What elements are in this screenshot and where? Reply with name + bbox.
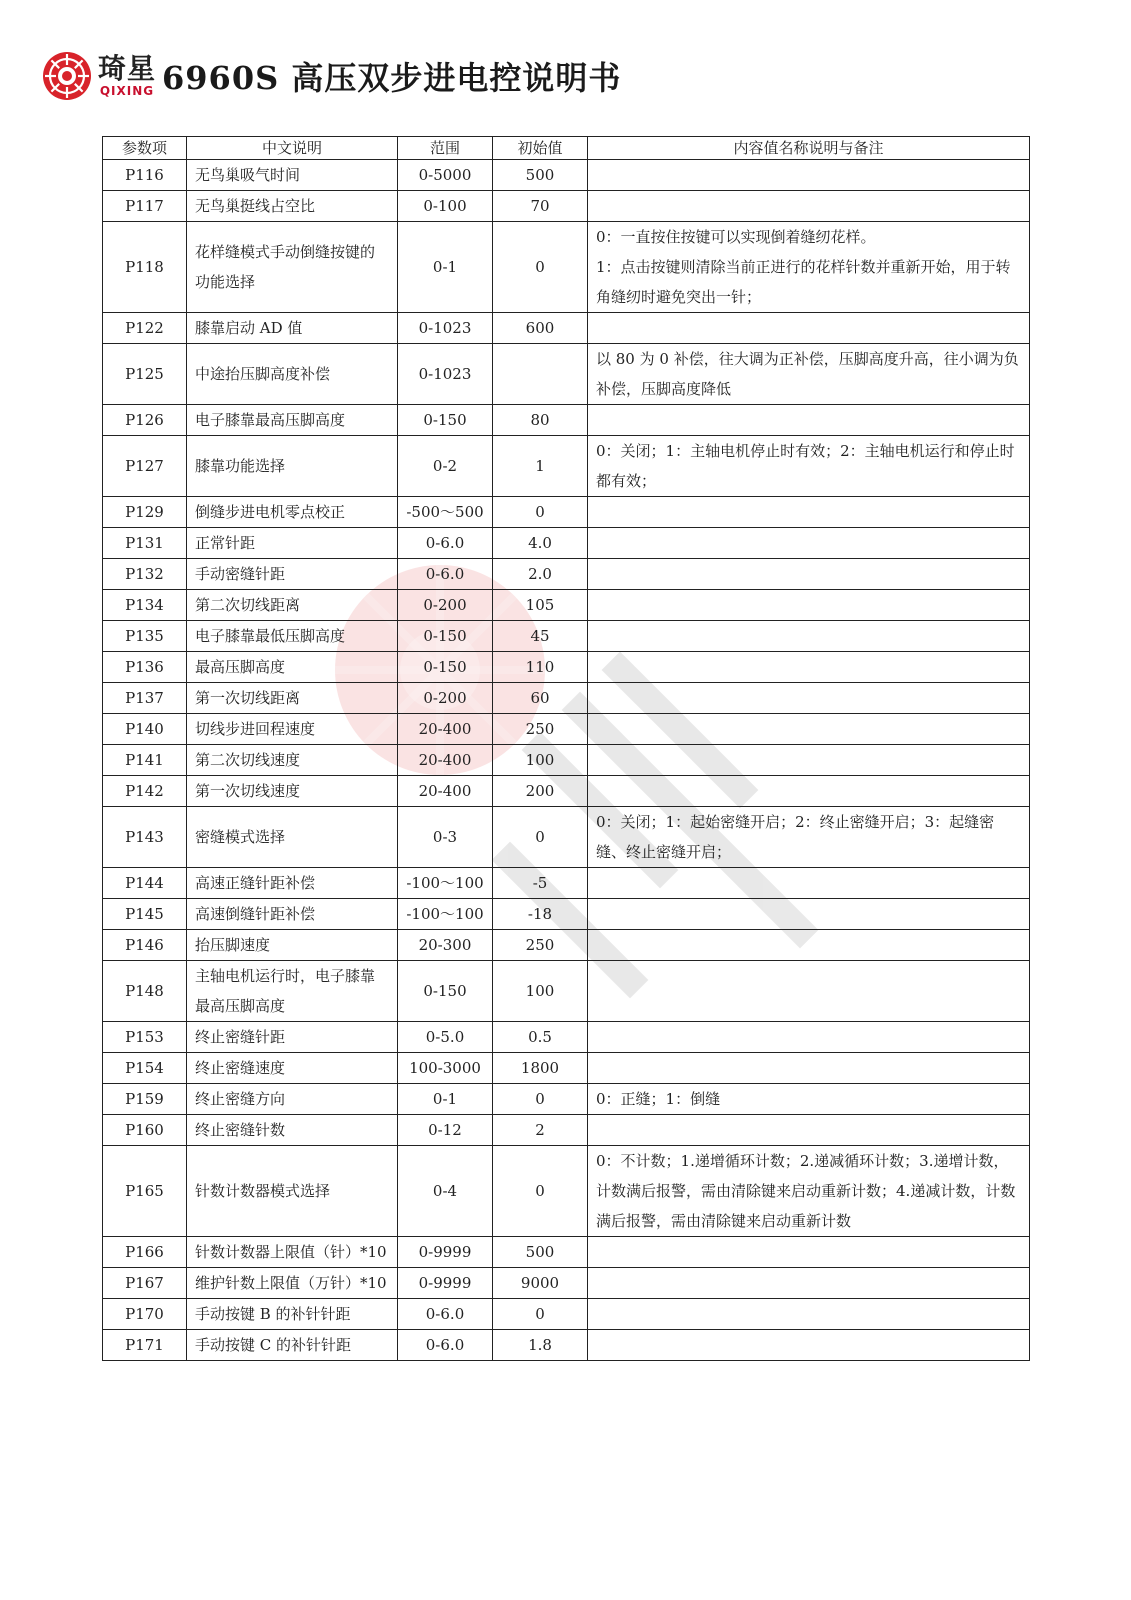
range-cell: 0-3 [398,807,493,868]
table-row [103,1022,1030,1053]
description-cell: 电子膝靠最高压脚高度 [187,405,398,436]
initial-value-cell: 9000 [493,1268,588,1299]
range-cell: 0-5.0 [398,1022,493,1053]
table-row [103,497,1030,528]
initial-value-cell: 600 [493,313,588,344]
initial-value-cell [493,344,588,405]
description-cell: 正常针距 [187,528,398,559]
range-cell: 0-5000 [398,160,493,191]
column-header-param: 参数项 [103,137,187,160]
param-code-cell: P127 [103,436,187,497]
range-cell: 0-100 [398,191,493,222]
table-row [103,745,1030,776]
range-cell: -100～100 [398,899,493,930]
description-cell: 终止密缝速度 [187,1053,398,1084]
range-cell: 0-6.0 [398,559,493,590]
initial-value-cell: 1800 [493,1053,588,1084]
range-cell: 0-6.0 [398,528,493,559]
param-code-cell: P153 [103,1022,187,1053]
notes-cell [588,559,1030,590]
notes-cell [588,745,1030,776]
notes-cell [588,1022,1030,1053]
initial-value-cell: 105 [493,590,588,621]
notes-cell: 0：关闭；1：起始密缝开启；2：终止密缝开启；3：起缝密缝、终止密缝开启； [588,807,1030,868]
notes-cell [588,776,1030,807]
param-code-cell: P126 [103,405,187,436]
range-cell: 0-1023 [398,313,493,344]
table-row [103,930,1030,961]
table-row [103,899,1030,930]
range-cell: 0-12 [398,1115,493,1146]
initial-value-cell: 4.0 [493,528,588,559]
qixing-logo-icon [42,51,92,101]
range-cell: 0-150 [398,621,493,652]
initial-value-cell: 80 [493,405,588,436]
range-cell: 0-150 [398,961,493,1022]
description-cell: 第二次切线距离 [187,590,398,621]
notes-cell [588,868,1030,899]
table-header-row [103,137,1030,160]
param-code-cell: P129 [103,497,187,528]
table-row [103,776,1030,807]
table-row [103,1115,1030,1146]
description-cell: 高速倒缝针距补偿 [187,899,398,930]
description-cell: 膝靠启动 AD 值 [187,313,398,344]
range-cell: 20-400 [398,776,493,807]
range-cell: 0-200 [398,590,493,621]
initial-value-cell: 0 [493,497,588,528]
initial-value-cell: 1.8 [493,1330,588,1361]
table-row [103,436,1030,497]
table-row [103,160,1030,191]
description-cell: 手动密缝针距 [187,559,398,590]
notes-cell [588,961,1030,1022]
notes-cell: 0：正缝；1：倒缝 [588,1084,1030,1115]
description-cell: 最高压脚高度 [187,652,398,683]
description-cell: 终止密缝方向 [187,1084,398,1115]
initial-value-cell: 500 [493,1237,588,1268]
document-title: 6960S 高压双步进电控说明书 [162,59,622,97]
brand-name-en: QIXING [99,84,155,98]
description-cell: 膝靠功能选择 [187,436,398,497]
notes-cell [588,160,1030,191]
table-row [103,313,1030,344]
table-row [103,714,1030,745]
initial-value-cell: 2.0 [493,559,588,590]
range-cell: 0-6.0 [398,1330,493,1361]
param-code-cell: P117 [103,191,187,222]
initial-value-cell: 60 [493,683,588,714]
range-cell: 20-400 [398,745,493,776]
notes-cell [588,191,1030,222]
range-cell: 0-2 [398,436,493,497]
param-code-cell: P142 [103,776,187,807]
description-cell: 针数计数器模式选择 [187,1146,398,1237]
table-row [103,1268,1030,1299]
table-row [103,1053,1030,1084]
notes-cell: 0：一直按住按键可以实现倒着缝纫花样。 1：点击按键则清除当前正进行的花样针数并重新开始，用于转角缝纫时避免突出一针； [588,222,1030,313]
notes-cell [588,930,1030,961]
description-cell: 高速正缝针距补偿 [187,868,398,899]
param-code-cell: P165 [103,1146,187,1237]
column-header-notes: 内容值名称说明与备注 [588,137,1030,160]
range-cell: 0-150 [398,652,493,683]
description-cell: 手动按键 B 的补针针距 [187,1299,398,1330]
initial-value-cell: 0.5 [493,1022,588,1053]
initial-value-cell: 100 [493,745,588,776]
description-cell: 维护针数上限值（万针）*10 [187,1268,398,1299]
notes-cell [588,590,1030,621]
param-code-cell: P122 [103,313,187,344]
initial-value-cell: 250 [493,714,588,745]
initial-value-cell: -18 [493,899,588,930]
param-code-cell: P144 [103,868,187,899]
param-code-cell: P136 [103,652,187,683]
table-row [103,405,1030,436]
range-cell: 0-1 [398,1084,493,1115]
description-cell: 针数计数器上限值（针）*10 [187,1237,398,1268]
description-cell: 倒缝步进电机零点校正 [187,497,398,528]
param-code-cell: P141 [103,745,187,776]
initial-value-cell: -5 [493,868,588,899]
initial-value-cell: 0 [493,807,588,868]
description-cell: 第一次切线距离 [187,683,398,714]
notes-cell [588,405,1030,436]
range-cell: -500～500 [398,497,493,528]
table-row [103,868,1030,899]
range-cell: 0-200 [398,683,493,714]
notes-cell [588,1237,1030,1268]
param-code-cell: P171 [103,1330,187,1361]
table-row [103,621,1030,652]
param-code-cell: P137 [103,683,187,714]
initial-value-cell: 45 [493,621,588,652]
param-code-cell: P154 [103,1053,187,1084]
initial-value-cell: 110 [493,652,588,683]
param-code-cell: P140 [103,714,187,745]
notes-cell [588,313,1030,344]
description-cell: 切线步进回程速度 [187,714,398,745]
table-row [103,344,1030,405]
initial-value-cell: 0 [493,1146,588,1237]
table-row [103,222,1030,313]
table-row [103,1237,1030,1268]
description-cell: 主轴电机运行时，电子膝靠最高压脚高度 [187,961,398,1022]
notes-cell [588,1053,1030,1084]
description-cell: 终止密缝针数 [187,1115,398,1146]
description-cell: 手动按键 C 的补针针距 [187,1330,398,1361]
notes-cell [588,652,1030,683]
initial-value-cell: 500 [493,160,588,191]
initial-value-cell: 1 [493,436,588,497]
param-code-cell: P146 [103,930,187,961]
notes-cell: 以 80 为 0 补偿，往大调为正补偿，压脚高度升高，往小调为负补偿，压脚高度降低 [588,344,1030,405]
notes-cell [588,683,1030,714]
table-row [103,590,1030,621]
range-cell: 0-150 [398,405,493,436]
range-cell: 0-6.0 [398,1299,493,1330]
table-row [103,652,1030,683]
notes-cell [588,1330,1030,1361]
table-row [103,559,1030,590]
range-cell: 0-1023 [398,344,493,405]
brand-name-cn: 琦星 [98,52,157,85]
notes-cell [588,497,1030,528]
table-row [103,1299,1030,1330]
notes-cell: 0：关闭；1：主轴电机停止时有效；2：主轴电机运行和停止时都有效； [588,436,1030,497]
initial-value-cell: 2 [493,1115,588,1146]
table-row [103,1146,1030,1237]
notes-cell [588,899,1030,930]
param-code-cell: P159 [103,1084,187,1115]
range-cell: 0-1 [398,222,493,313]
range-cell: -100～100 [398,868,493,899]
range-cell: 0-9999 [398,1237,493,1268]
initial-value-cell: 250 [493,930,588,961]
description-cell: 无鸟巢挺线占空比 [187,191,398,222]
parameter-table [102,136,1030,1361]
table-row [103,1330,1030,1361]
initial-value-cell: 0 [493,1299,588,1330]
param-code-cell: P166 [103,1237,187,1268]
table-row [103,807,1030,868]
range-cell: 0-4 [398,1146,493,1237]
range-cell: 20-400 [398,714,493,745]
param-code-cell: P132 [103,559,187,590]
description-cell: 密缝模式选择 [187,807,398,868]
column-header-range: 范围 [398,137,493,160]
param-code-cell: P148 [103,961,187,1022]
table-row [103,528,1030,559]
description-cell: 无鸟巢吸气时间 [187,160,398,191]
param-code-cell: P134 [103,590,187,621]
description-cell: 第一次切线速度 [187,776,398,807]
param-code-cell: P160 [103,1115,187,1146]
table-row [103,191,1030,222]
param-code-cell: P145 [103,899,187,930]
table-body [103,160,1030,1361]
range-cell: 20-300 [398,930,493,961]
param-code-cell: P125 [103,344,187,405]
param-code-cell: P116 [103,160,187,191]
initial-value-cell: 100 [493,961,588,1022]
param-code-cell: P131 [103,528,187,559]
column-header-initial: 初始值 [493,137,588,160]
param-code-cell: P143 [103,807,187,868]
description-cell: 第二次切线速度 [187,745,398,776]
document-header [42,48,621,104]
description-cell: 抬压脚速度 [187,930,398,961]
notes-cell: 0：不计数；1.递增循环计数；2.递减循环计数；3.递增计数，计数满后报警，需由清除键来启动重新计数；4.递减计数，计数满后报警，需由清除键来启动重新计数 [588,1146,1030,1237]
description-cell: 花样缝模式手动倒缝按键的功能选择 [187,222,398,313]
notes-cell [588,1268,1030,1299]
notes-cell [588,621,1030,652]
initial-value-cell: 70 [493,191,588,222]
param-code-cell: P170 [103,1299,187,1330]
table-row [103,961,1030,1022]
range-cell: 100-3000 [398,1053,493,1084]
brand-name [98,54,156,98]
description-cell: 终止密缝针距 [187,1022,398,1053]
table-row [103,683,1030,714]
notes-cell [588,714,1030,745]
initial-value-cell: 200 [493,776,588,807]
notes-cell [588,1115,1030,1146]
range-cell: 0-9999 [398,1268,493,1299]
table-row [103,1084,1030,1115]
param-code-cell: P118 [103,222,187,313]
initial-value-cell: 0 [493,222,588,313]
notes-cell [588,1299,1030,1330]
notes-cell [588,528,1030,559]
param-code-cell: P135 [103,621,187,652]
column-header-description: 中文说明 [187,137,398,160]
description-cell: 中途抬压脚高度补偿 [187,344,398,405]
description-cell: 电子膝靠最低压脚高度 [187,621,398,652]
initial-value-cell: 0 [493,1084,588,1115]
param-code-cell: P167 [103,1268,187,1299]
